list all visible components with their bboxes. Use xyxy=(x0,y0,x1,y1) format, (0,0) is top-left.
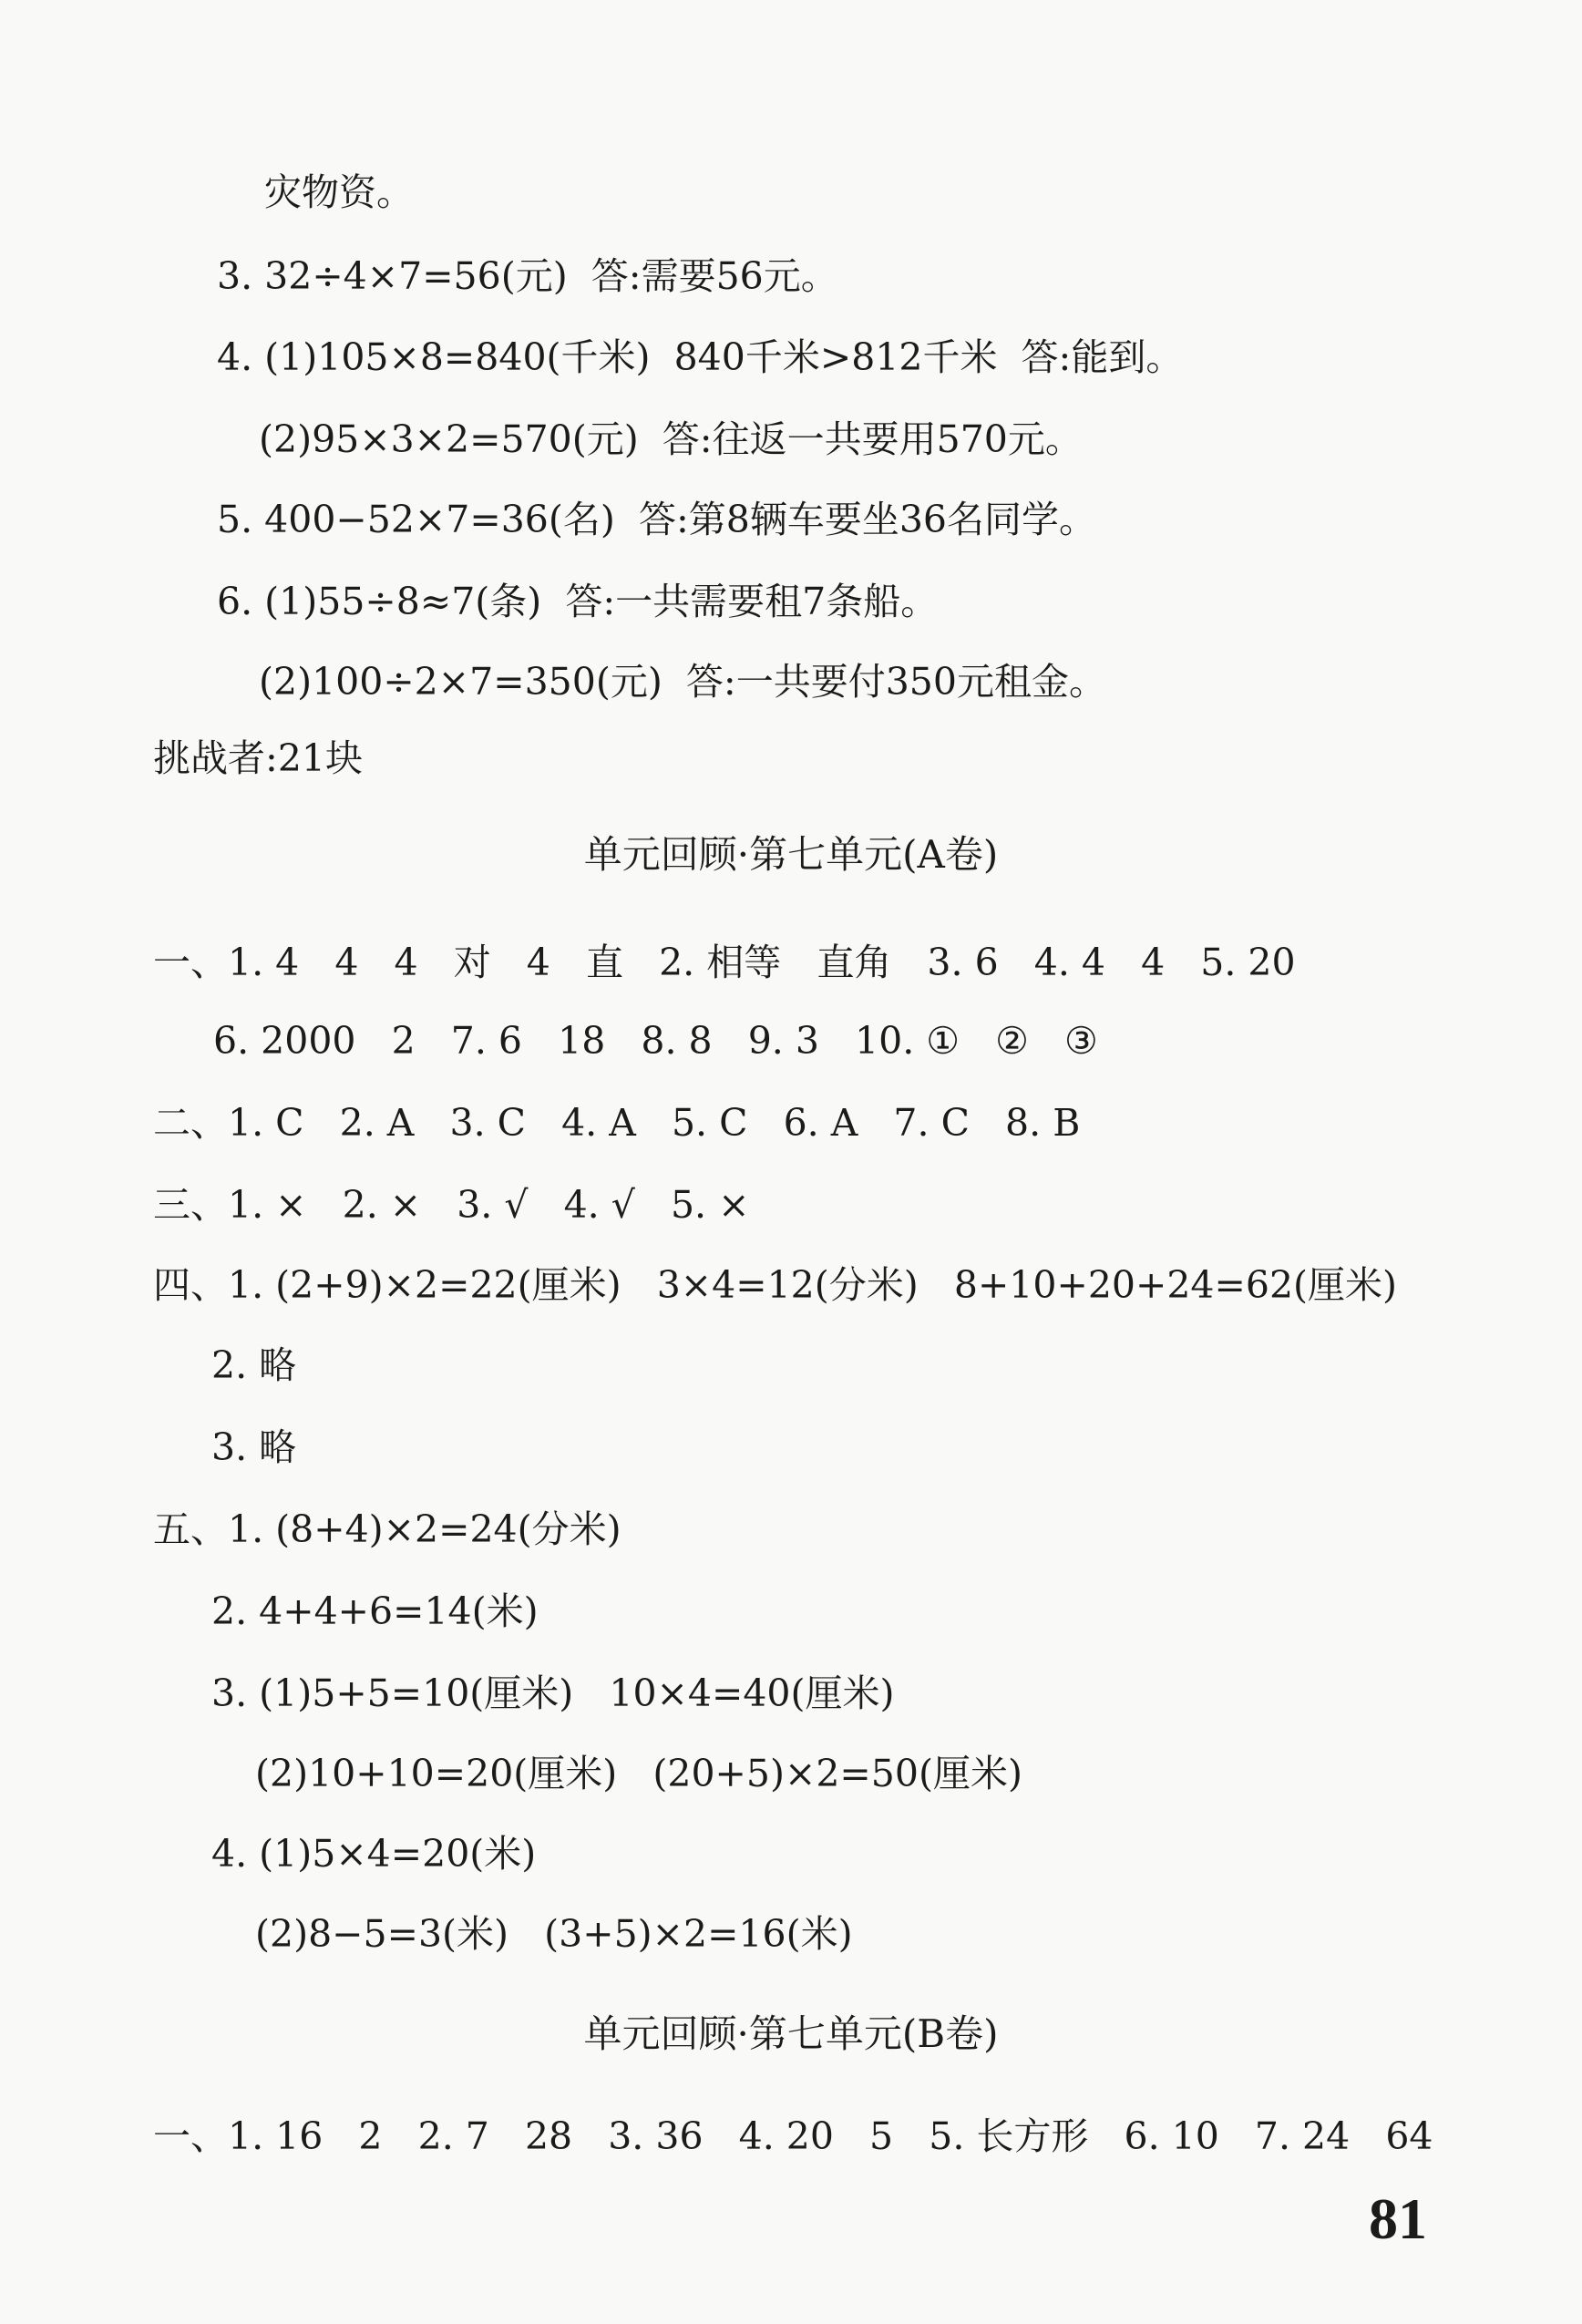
answer-line: 一、1. 4 4 4 对 4 直 2. 相等 直角 3. 6 4. 4 4 5. 20 xyxy=(153,941,1296,984)
answer-line: (2)95×3×2=570(元) 答:往返一共要用570元。 xyxy=(259,417,1083,461)
answer-line: 4. (1)5×4=20(米) xyxy=(211,1832,537,1876)
section-title-a: 单元回顾·第七单元(A卷) xyxy=(583,832,999,877)
answer-line: (2)8−5=3(米) (3+5)×2=16(米) xyxy=(255,1912,853,1956)
answer-line: 6. (1)55÷8≈7(条) 答:一共需要租7条船。 xyxy=(217,580,939,623)
answer-line: 2. 4+4+6=14(米) xyxy=(211,1589,539,1633)
answer-line: 4. (1)105×8=840(千米) 840千米>812千米 答:能到。 xyxy=(217,335,1184,379)
answer-line: 2. 略 xyxy=(211,1343,297,1387)
answer-line: 三、1. × 2. × 3. √ 4. √ 5. × xyxy=(153,1183,750,1227)
answer-line: 五、1. (8+4)×2=24(分米) xyxy=(153,1507,622,1551)
answer-line: 6. 2000 2 7. 6 18 8. 8 9. 3 10. ① ② ③ xyxy=(213,1019,1098,1063)
answer-line: 3. (1)5+5=10(厘米) 10×4=40(厘米) xyxy=(211,1671,895,1715)
answer-line: 一、1. 16 2 2. 7 28 3. 36 4. 20 5 5. 长方形 6. 10 7. 24 64 xyxy=(153,2114,1433,2158)
section-title-b: 单元回顾·第七单元(B卷) xyxy=(583,2011,999,2056)
answer-line: (2)10+10=20(厘米) (20+5)×2=50(厘米) xyxy=(255,1752,1022,1795)
answer-line: 二、1. C 2. A 3. C 4. A 5. C 6. A 7. C 8. B xyxy=(153,1101,1081,1145)
answer-line: 灾物资。 xyxy=(264,170,414,214)
answer-line: 3. 略 xyxy=(211,1425,297,1469)
page-number: 81 xyxy=(1369,2186,1427,2251)
answer-line: 挑战者:21块 xyxy=(153,736,363,780)
answer-line: 3. 32÷4×7=56(元) 答:需要56元。 xyxy=(217,254,838,298)
answer-line: 5. 400−52×7=36(名) 答:第8辆车要坐36名同学。 xyxy=(217,498,1097,541)
answer-line: 四、1. (2+9)×2=22(厘米) 3×4=12(分米) 8+10+20+24=62(厘米) xyxy=(153,1263,1398,1307)
answer-line: (2)100÷2×7=350(元) 答:一共要付350元租金。 xyxy=(259,660,1106,704)
